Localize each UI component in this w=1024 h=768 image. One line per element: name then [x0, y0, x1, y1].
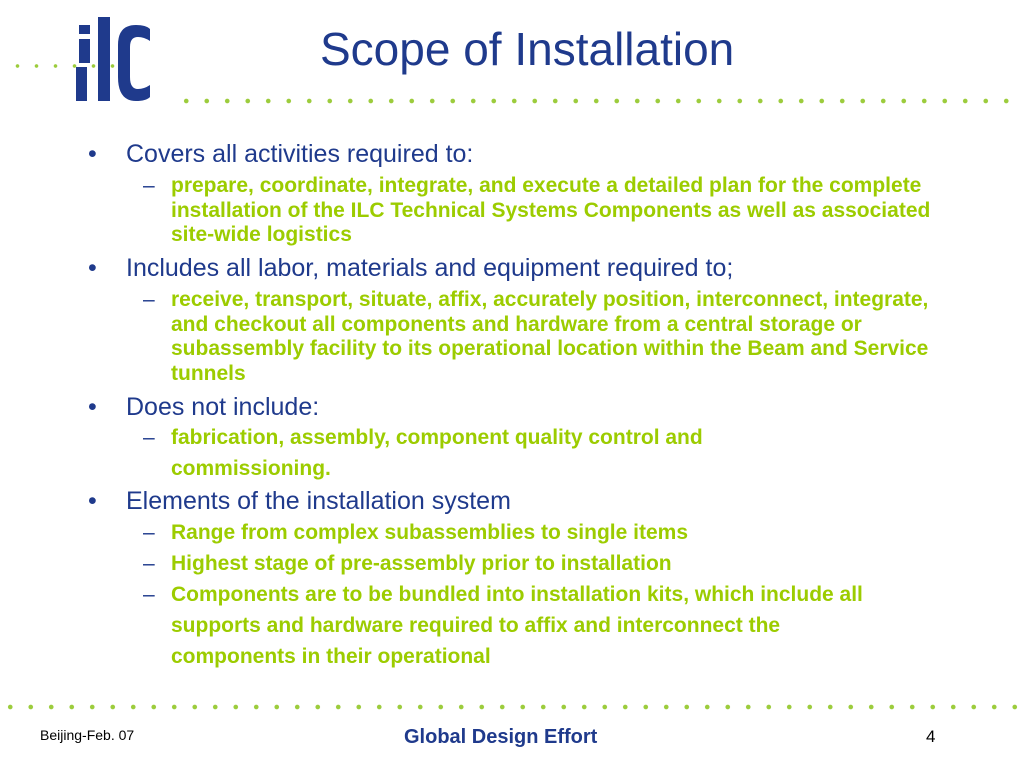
sub-item-text: Highest stage of pre-assembly prior to installation — [171, 552, 672, 575]
dash-mark: – — [143, 174, 155, 197]
dash-mark: – — [143, 288, 155, 311]
dash-mark: – — [143, 521, 155, 544]
page-number: 4 — [926, 727, 936, 746]
sub-item — [143, 422, 851, 484]
footer-location-date: Beijing-Feb. 07 — [40, 727, 135, 743]
sub-item — [143, 579, 901, 672]
dash-mark: – — [143, 583, 155, 606]
bullet-item — [88, 486, 511, 516]
sub-item — [143, 288, 951, 386]
sub-item-text: Range from complex subassemblies to single items — [171, 521, 688, 544]
sub-item — [143, 548, 951, 579]
sub-item-text: Components are to be bundled into installation kits, which include all supports and hardware required to affix and interconnect the components in their operational — [171, 583, 863, 668]
slide-title: Scope of Installation — [320, 23, 735, 75]
bottom-dotted-divider — [0, 703, 1024, 711]
bullet-mark: • — [88, 140, 97, 168]
sub-item — [143, 174, 951, 248]
dash-mark: – — [143, 552, 155, 575]
sub-item — [143, 517, 951, 548]
bullet-item — [88, 253, 734, 283]
ilc-logo-icon — [76, 15, 152, 105]
bullet-text: Includes all labor, materials and equipment required to; — [126, 254, 734, 282]
bullet-text: Elements of the installation system — [126, 487, 511, 515]
bullet-mark: • — [88, 254, 97, 282]
bullet-text: Does not include: — [126, 393, 320, 421]
top-dotted-divider — [176, 97, 1016, 105]
dash-mark: – — [143, 426, 155, 449]
bullet-item — [88, 392, 320, 422]
bullet-item — [88, 139, 474, 169]
bullet-text: Covers all activities required to: — [126, 140, 474, 168]
bullet-mark: • — [88, 487, 97, 515]
footer-organization: Global Design Effort — [404, 726, 598, 748]
sub-item-text: fabrication, assembly, component quality control and commissioning. — [171, 426, 703, 480]
bullet-mark: • — [88, 393, 97, 421]
sub-item-text: receive, transport, situate, affix, accurately position, interconnect, integrate, and checkout all components and hardware from a central storage or subassembly facility to its operational location within the Beam and Service tunnels — [171, 288, 929, 385]
sub-item-text: prepare, coordinate, integrate, and execute a detailed plan for the complete installation of the ILC Technical Systems Components as well as associated site-wide logistics — [171, 174, 931, 246]
